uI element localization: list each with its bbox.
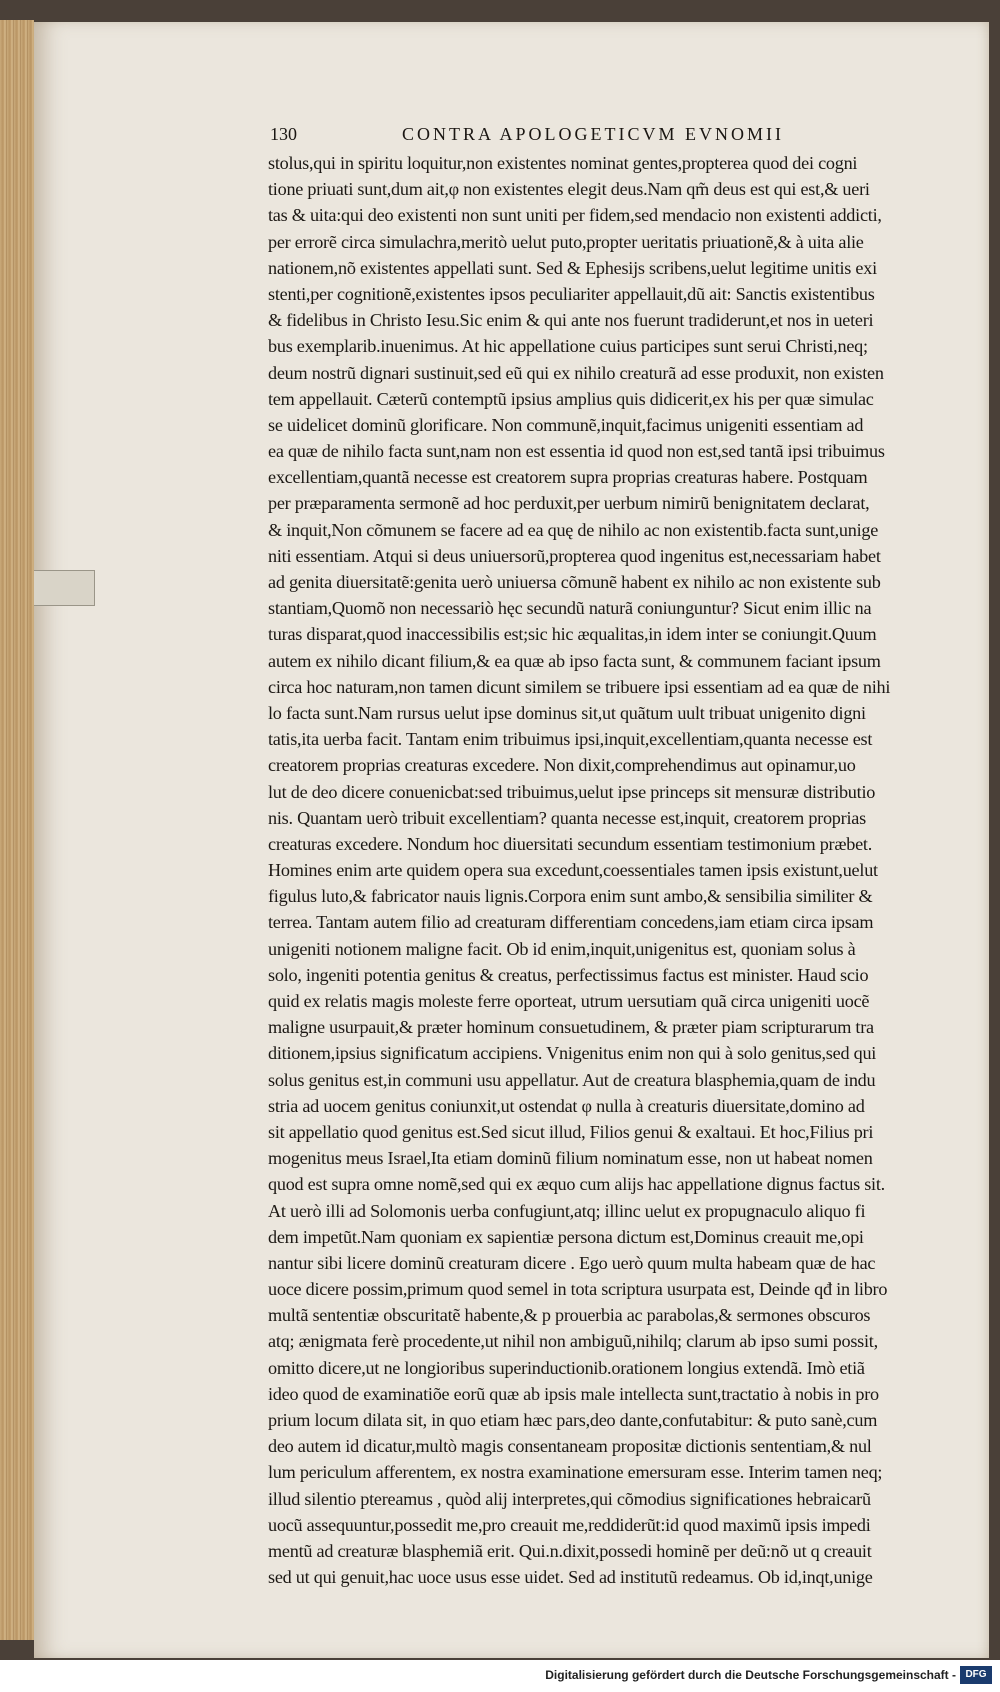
text-line: per præparamenta sermonẽ ad hoc perduxit,per uerbum nimirũ benignitatem declarat, — [268, 493, 870, 514]
text-line: quod est supra omne nomẽ,sed qui ex æquo cum alijs hac appellatione dignus factus sit. — [268, 1174, 885, 1195]
page-number: 130 — [270, 124, 297, 144]
text-line: per errorẽ circa simulachra,meritò uelut puto,propter ueritatis priuationẽ,& à uita alie — [268, 231, 864, 252]
text-line: solo, ingeniti potentia genitus & creatus, perfectissimus factus est minister. Haud scio — [268, 964, 869, 985]
text-line: sit appellatio quod genitus est.Sed sicut illud, Filios genui & exaltaui. Et hoc,Filius pri — [268, 1121, 874, 1142]
text-line: tem appellauit. Cæterũ contemptũ ipsius amplius quis didicerit,ex his per quæ simulac — [268, 388, 874, 409]
text-line: At uerò illi ad Solomonis uerba confugiunt,atq; illinc uelut ex propugnaculo aliquo fi — [268, 1200, 866, 1221]
text-line: ad genita diuersitatẽ:genita uerò uniuersa cõmunẽ habent ex nihilo ac non existente sub — [268, 572, 881, 592]
book-page-edges — [0, 20, 34, 1640]
text-line: & inquit,Non cõmunem se facere ad ea quę de nihilo ac non existentib.facta sunt,unige — [268, 519, 879, 540]
body-text — [268, 150, 990, 1590]
text-line: prium locum dilata sit, in quo etiam hæc pars,deo dante,confutabitur: & puto sanè,cum — [268, 1410, 878, 1430]
text-line: Homines enim arte quidem opera sua excedunt,coessentiales tamen ipsis existunt,uelut — [268, 860, 878, 881]
dfg-logo-icon: DFG — [960, 1666, 992, 1684]
text-line: creaturas excedere. Nondum hoc diuersitati secundum essentiam testimonium præbet. — [268, 833, 873, 854]
text-line: stria ad uocem genitus coniunxit,ut ostendat φ nulla à creaturis diuersitate,domino ad — [268, 1095, 865, 1116]
text-line: multã sententiæ obscuritatẽ habente,& p prouerbia ac parabolas,& sermones obscuros — [268, 1305, 871, 1326]
paper-tab-marker — [34, 570, 95, 606]
text-line: mogenitus meus Israel,Ita etiam dominũ filium nominatum esse, non ut habeat nomen — [268, 1148, 873, 1169]
text-line: bus exemplarib.inuenimus. At hic appellatione cuius participes sunt serui Christi,neq; — [268, 336, 868, 357]
footer-bar — [0, 1660, 1000, 1692]
text-line: stantiam,Quomõ non necessariò hęc secundũ naturã coniunguntur? Sicut enim illic na — [268, 598, 872, 619]
text-line: nantur sibi licere dominũ creaturam dicere . Ego uerò quum multa habeam quæ de hac — [268, 1252, 876, 1273]
funding-credit: Digitalisierung gefördert durch die Deutsche Forschungsgemeinschaft - — [545, 1668, 956, 1682]
text-line: se uidelicet dominũ glorificare. Non communẽ,inquit,facimus unigeniti essentiam ad — [268, 414, 864, 435]
text-line: nis. Quantam uerò tribuit excellentiam? quanta necesse est,inquit, creatorem proprias — [268, 807, 866, 828]
text-line: lum periculum afferentem, ex nostra examinatione emersuram esse. Interim tamen neq; — [268, 1462, 883, 1483]
text-line: excellentiam,quantã necesse est creatorem supra proprias creaturas habere. Postquam — [268, 467, 868, 488]
text-line: atq; ænigmata ferè procedente,ut nihil non ambiguũ,nihilq; clarum ab ipso sumi possit, — [268, 1331, 878, 1352]
text-line: tione priuati sunt,dum ait,φ non existentes elegit deus.Nam qm̃ deus est qui est,& ueri — [268, 179, 870, 200]
text-line: creatorem proprias creaturas excedere. Non dixit,comprehendimus aut opinamur,uo — [268, 755, 856, 776]
text-line: tas & uita:qui deo existenti non sunt uniti per fidem,sed mendacio non existenti addicti, — [268, 205, 882, 226]
text-line: autem ex nihilo dicant filium,& ea quæ ab ipso facta sunt, & communem faciant ipsum — [268, 650, 881, 671]
text-line: stolus,qui in spiritu loquitur,non existentes nominat gentes,propterea quod dei cogni — [268, 153, 858, 173]
text-line: lut de deo dicere conuenicbat:sed tribuimus,uelut ipse princeps sit mensuræ distributio — [268, 781, 876, 802]
text-line: terrea. Tantam autem filio ad creaturam differentiam concedens,iam etiam circa ipsam — [268, 912, 874, 933]
text-line: niti essentiam. Atqui si deus uniuersorũ,propterea quod ingenitus est,necessariam habet — [268, 545, 881, 566]
text-line: uocũ assequuntur,possedit me,pro creauit me,reddiderũt:id quod maximũ ipsis impedi — [268, 1514, 871, 1535]
text-line: deum nostrũ dignari sustinuit,sed eũ qui ex nihilo creaturã ad esse produxit, non existen — [268, 362, 884, 383]
text-line: uoce dicere possim,primum quod semel in tota scriptura usurpata est, Deinde qđ in libro — [268, 1279, 888, 1300]
text-line: stenti,per cognitionẽ,existentes ipsos peculiariter appellauit,dũ ait: Sanctis existentibus — [268, 283, 875, 304]
text-line: quid ex relatis magis moleste ferre oporteat, utrum uersutiam quã circa unigeniti uocẽ — [268, 991, 870, 1011]
text-line: omitto dicere,ut ne longioribus superinductionib.orationem longius extendã. Imò etiã — [268, 1357, 865, 1378]
text-line: & fidelibus in Christo Iesu.Sic enim & qui ante nos fuerunt tradiderunt,et nos in ueteri — [268, 310, 874, 331]
text-line: ea quæ de nihilo facta sunt,nam non est essentia id quod non est,sed tantã ipsi tribuimus — [268, 441, 885, 462]
text-line: tatis,ita uerba facit. Tantam enim tribuimus ipsi,inquit,excellentiam,quanta necesse est — [268, 729, 873, 750]
text-line: nationem,nõ existentes appellati sunt. Sed & Ephesijs scribens,uelut legitime unitis exi — [268, 257, 877, 278]
running-title: CONTRA APOLOGETICVM EVNOMII — [402, 124, 784, 144]
text-line: illud silentio ptereamus , quòd alij interpretes,qui cõmodius significationes hebraicarũ — [268, 1488, 871, 1509]
text-line: turas disparat,quod inaccessibilis est;sic hic æqualitas,in idem inter se coniungit.Quum — [268, 624, 877, 645]
text-line: ideo quod de examinatiõe eorũ quæ ab ipsis male intellecta sunt,tractatio à nobis in pro — [268, 1383, 879, 1404]
text-line: solus genitus est,in communi usu appellatur. Aut de creatura blasphemia,quam de indu — [268, 1069, 876, 1090]
text-line: unigeniti notionem maligne facit. Ob id enim,inquit,unigenitus est, quoniam solus à — [268, 938, 856, 959]
text-line: ditionem,ipsius significatum accipiens. Vnigenitus enim non qui à solo genitus,sed qui — [268, 1043, 877, 1064]
text-line: mentũ ad creaturæ blasphemiã erit. Qui.n.dixit,possedi hominẽ per deũ:nõ ut q creauit — [268, 1540, 872, 1561]
text-line: lo facta sunt.Nam rursus uelut ipse dominus sit,ut quãtum uult tribuat unigenito digni — [268, 702, 866, 723]
text-line: deo autem id dicatur,multò magis consentaneam propositæ dictionis sententiam,& nul — [268, 1436, 872, 1457]
text-line: maligne usurpauit,& præter hominum consuetudinem, & præter piam scripturarum tra — [268, 1017, 874, 1038]
text-line: sed ut qui genuit,hac uoce usus esse uidet. Sed ad institutũ redeamus. Ob id,inqt,unige — [268, 1567, 873, 1588]
text-line: figulus luto,& fabricator nauis lignis.Corpora enim sunt ambo,& sensibilia similiter & — [268, 886, 873, 907]
text-line: dem impetũt.Nam quoniam ex sapientiæ persona dictum est,Dominus creauit me,opi — [268, 1226, 864, 1247]
text-line: circa hoc naturam,non tamen dicunt similem se tribuere ipsi essentiam ad ea quæ de nihi — [268, 676, 891, 697]
